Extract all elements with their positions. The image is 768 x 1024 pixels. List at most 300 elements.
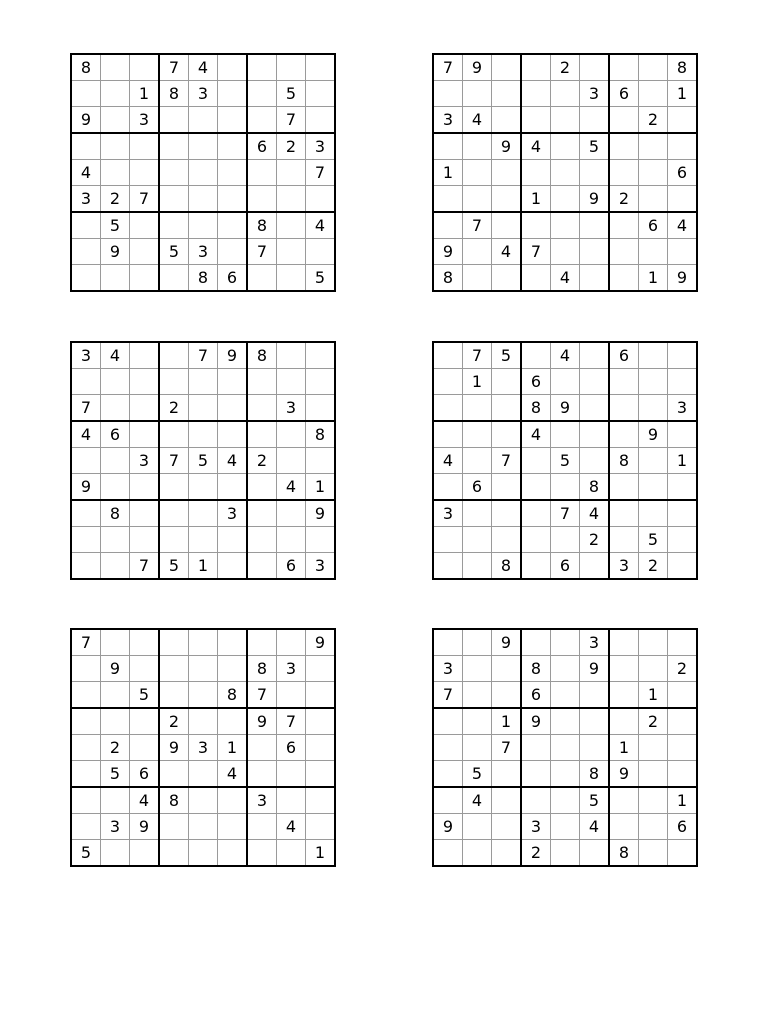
grid-cell: [639, 840, 668, 867]
grid-cell: [218, 395, 248, 422]
grid-cell: [277, 448, 306, 474]
grid-cell: 7: [159, 54, 189, 81]
grid-cell: [609, 212, 639, 239]
grid-cell: [433, 133, 463, 160]
grid-cell: [71, 265, 101, 292]
grid-cell: [247, 186, 277, 213]
grid-cell: [668, 553, 698, 580]
grid-row: [433, 186, 697, 213]
grid-cell: [463, 735, 492, 761]
grid-row: [71, 54, 335, 81]
grid-row: [71, 708, 335, 735]
grid-cell: [639, 342, 668, 369]
grid-cell: 2: [101, 735, 130, 761]
grid-cell: 6: [521, 369, 551, 395]
grid-cell: 3: [189, 239, 218, 265]
grid-cell: 7: [306, 160, 336, 186]
grid-cell: 5: [101, 212, 130, 239]
grid-cell: 7: [492, 735, 522, 761]
grid-cell: [101, 708, 130, 735]
grid-cell: 9: [639, 421, 668, 448]
grid-cell: 3: [277, 656, 306, 682]
grid-cell: [71, 761, 101, 788]
grid-cell: 7: [71, 395, 101, 422]
grid-cell: [189, 787, 218, 814]
grid-cell: [492, 81, 522, 107]
grid-cell: 2: [639, 107, 668, 134]
grid-cell: [551, 735, 580, 761]
grid-cell: 3: [580, 629, 610, 656]
grid-cell: [668, 840, 698, 867]
grid-row: [433, 840, 697, 867]
grid-row: [71, 239, 335, 265]
grid-cell: [277, 682, 306, 709]
grid-cell: [463, 682, 492, 709]
grid-cell: [668, 761, 698, 788]
grid-row: [71, 656, 335, 682]
grid-cell: [551, 160, 580, 186]
grid-cell: [130, 160, 160, 186]
grid-cell: 2: [521, 840, 551, 867]
grid-row: [433, 239, 697, 265]
grid-cell: [247, 107, 277, 134]
grid-cell: [247, 421, 277, 448]
grid-row: [71, 212, 335, 239]
grid-cell: 4: [463, 787, 492, 814]
grid-cell: [247, 474, 277, 501]
grid-cell: [492, 682, 522, 709]
grid-cell: [551, 682, 580, 709]
grid-row: [71, 421, 335, 448]
grid-cell: [159, 840, 189, 867]
grid-cell: 5: [580, 133, 610, 160]
grid-cell: 6: [277, 553, 306, 580]
grid-cell: [247, 527, 277, 553]
grid-cell: [247, 81, 277, 107]
grid-cell: [551, 81, 580, 107]
grid-cell: [639, 735, 668, 761]
grid-cell: [218, 212, 248, 239]
grid-cell: 6: [521, 682, 551, 709]
grid-cell: 9: [101, 239, 130, 265]
grid-cell: [159, 474, 189, 501]
grid-cell: [159, 682, 189, 709]
grid-cell: [521, 527, 551, 553]
grid-cell: [306, 787, 336, 814]
grid-cell: [130, 54, 160, 81]
grid-cell: 4: [101, 342, 130, 369]
grid-cell: [159, 814, 189, 840]
grid-cell: 4: [521, 133, 551, 160]
grid-row: [71, 814, 335, 840]
grid-cell: [101, 629, 130, 656]
grid-cell: [521, 761, 551, 788]
grid-cell: [306, 369, 336, 395]
grid-cell: 1: [668, 81, 698, 107]
grid-cell: 2: [277, 133, 306, 160]
grid-cell: [189, 527, 218, 553]
sudoku-grid: [432, 341, 698, 580]
grid-cell: 8: [101, 500, 130, 527]
grid-cell: [609, 395, 639, 422]
grid-cell: [580, 735, 610, 761]
grid-cell: [433, 527, 463, 553]
grid-cell: 8: [580, 761, 610, 788]
grid-cell: [218, 629, 248, 656]
grid-cell: [551, 107, 580, 134]
grid-cell: [101, 474, 130, 501]
grid-cell: [580, 107, 610, 134]
grid-cell: 3: [101, 814, 130, 840]
grid-cell: 5: [580, 787, 610, 814]
grid-cell: 9: [463, 54, 492, 81]
grid-cell: [218, 840, 248, 867]
grid-cell: [130, 656, 160, 682]
grid-cell: 8: [521, 656, 551, 682]
grid-cell: 7: [71, 629, 101, 656]
grid-cell: [521, 735, 551, 761]
grid-cell: [433, 787, 463, 814]
grid-cell: [71, 814, 101, 840]
grid-cell: [609, 160, 639, 186]
grid-cell: [189, 186, 218, 213]
grid-cell: [521, 81, 551, 107]
grid-cell: [247, 265, 277, 292]
grid-row: [433, 787, 697, 814]
grid-cell: 7: [159, 448, 189, 474]
grid-cell: [218, 421, 248, 448]
grid-cell: [463, 239, 492, 265]
grid-cell: [551, 474, 580, 501]
grid-cell: [492, 787, 522, 814]
grid-cell: 4: [668, 212, 698, 239]
grid-cell: [247, 840, 277, 867]
grid-cell: [101, 107, 130, 134]
grid-cell: 8: [159, 81, 189, 107]
grid-cell: [306, 54, 336, 81]
grid-cell: 7: [463, 212, 492, 239]
grid-cell: 3: [580, 81, 610, 107]
grid-row: [433, 133, 697, 160]
grid-cell: 2: [159, 395, 189, 422]
grid-cell: 3: [609, 553, 639, 580]
grid-cell: [433, 369, 463, 395]
grid-row: [71, 81, 335, 107]
grid-cell: 4: [71, 160, 101, 186]
grid-cell: [247, 395, 277, 422]
grid-cell: 7: [130, 553, 160, 580]
grid-cell: [521, 107, 551, 134]
grid-cell: 8: [668, 54, 698, 81]
grid-cell: [521, 212, 551, 239]
grid-cell: [463, 448, 492, 474]
grid-cell: [639, 814, 668, 840]
grid-cell: [668, 421, 698, 448]
grid-cell: [247, 735, 277, 761]
grid-cell: 1: [306, 840, 336, 867]
grid-cell: [668, 133, 698, 160]
grid-cell: [130, 265, 160, 292]
grid-cell: [580, 448, 610, 474]
grid-cell: 2: [101, 186, 130, 213]
grid-cell: 3: [130, 448, 160, 474]
grid-cell: [189, 656, 218, 682]
grid-cell: [492, 212, 522, 239]
grid-cell: 4: [580, 500, 610, 527]
grid-row: [71, 186, 335, 213]
grid-cell: [130, 474, 160, 501]
grid-cell: 8: [71, 54, 101, 81]
grid-cell: [247, 500, 277, 527]
grid-cell: 4: [218, 761, 248, 788]
grid-row: [433, 761, 697, 788]
grid-cell: [639, 448, 668, 474]
grid-cell: 4: [521, 421, 551, 448]
grid-cell: [668, 682, 698, 709]
grid-row: [433, 708, 697, 735]
grid-cell: [130, 500, 160, 527]
grid-cell: [130, 708, 160, 735]
grid-cell: [551, 133, 580, 160]
grid-cell: 1: [609, 735, 639, 761]
grid-cell: [492, 160, 522, 186]
grid-cell: [101, 787, 130, 814]
grid-row: [433, 682, 697, 709]
grid-row: [71, 448, 335, 474]
grid-cell: 3: [218, 500, 248, 527]
grid-cell: [218, 787, 248, 814]
grid-cell: [306, 107, 336, 134]
grid-cell: [277, 761, 306, 788]
grid-cell: 3: [247, 787, 277, 814]
grid-cell: 6: [463, 474, 492, 501]
grid-cell: 7: [189, 342, 218, 369]
grid-cell: 3: [306, 553, 336, 580]
grid-cell: 7: [433, 54, 463, 81]
grid-cell: 9: [218, 342, 248, 369]
grid-row: [71, 474, 335, 501]
grid-cell: 7: [521, 239, 551, 265]
grid-cell: 8: [521, 395, 551, 422]
grid-row: [71, 761, 335, 788]
grid-cell: 9: [551, 395, 580, 422]
grid-cell: [218, 527, 248, 553]
grid-cell: [463, 500, 492, 527]
grid-cell: [609, 133, 639, 160]
grid-cell: [159, 133, 189, 160]
grid-cell: [433, 629, 463, 656]
grid-cell: [639, 81, 668, 107]
grid-cell: 7: [551, 500, 580, 527]
grid-cell: 1: [492, 708, 522, 735]
sudoku-puzzle-4: [432, 341, 688, 575]
grid-cell: [306, 448, 336, 474]
grid-cell: [609, 708, 639, 735]
grid-cell: 5: [492, 342, 522, 369]
grid-row: [71, 553, 335, 580]
grid-cell: 4: [189, 54, 218, 81]
grid-cell: [609, 787, 639, 814]
grid-cell: 5: [101, 761, 130, 788]
grid-cell: [130, 342, 160, 369]
grid-cell: [306, 656, 336, 682]
grid-cell: [463, 421, 492, 448]
grid-cell: 7: [492, 448, 522, 474]
grid-cell: [580, 421, 610, 448]
grid-cell: [668, 474, 698, 501]
grid-cell: [609, 421, 639, 448]
grid-cell: [463, 840, 492, 867]
grid-cell: [218, 708, 248, 735]
grid-cell: [433, 81, 463, 107]
grid-cell: [639, 369, 668, 395]
grid-cell: 8: [159, 787, 189, 814]
grid-cell: [463, 186, 492, 213]
grid-cell: 4: [551, 265, 580, 292]
grid-cell: [433, 553, 463, 580]
grid-cell: [247, 54, 277, 81]
grid-cell: 7: [433, 682, 463, 709]
grid-cell: [306, 81, 336, 107]
grid-cell: [463, 160, 492, 186]
grid-cell: [101, 448, 130, 474]
grid-cell: [71, 553, 101, 580]
grid-cell: [580, 369, 610, 395]
grid-cell: [551, 186, 580, 213]
grid-cell: 8: [580, 474, 610, 501]
grid-cell: [130, 239, 160, 265]
grid-cell: [130, 735, 160, 761]
grid-cell: [580, 840, 610, 867]
grid-cell: [433, 342, 463, 369]
grid-cell: [639, 186, 668, 213]
grid-cell: [130, 369, 160, 395]
grid-cell: [433, 761, 463, 788]
grid-cell: 3: [433, 656, 463, 682]
grid-row: [433, 160, 697, 186]
grid-cell: [218, 814, 248, 840]
grid-cell: 6: [101, 421, 130, 448]
grid-cell: 8: [189, 265, 218, 292]
grid-row: [433, 474, 697, 501]
grid-cell: [159, 369, 189, 395]
grid-cell: [580, 553, 610, 580]
grid-cell: [609, 474, 639, 501]
grid-cell: [492, 54, 522, 81]
grid-cell: [492, 395, 522, 422]
grid-cell: 5: [639, 527, 668, 553]
grid-cell: [639, 500, 668, 527]
grid-cell: [551, 708, 580, 735]
grid-cell: [463, 656, 492, 682]
grid-cell: [71, 369, 101, 395]
grid-cell: [101, 160, 130, 186]
grid-row: [433, 81, 697, 107]
grid-cell: [218, 239, 248, 265]
grid-cell: [580, 395, 610, 422]
grid-cell: [551, 369, 580, 395]
grid-cell: 9: [433, 814, 463, 840]
grid-cell: [189, 500, 218, 527]
grid-cell: 2: [551, 54, 580, 81]
grid-cell: [277, 421, 306, 448]
grid-row: [433, 395, 697, 422]
grid-cell: [277, 186, 306, 213]
grid-cell: [189, 708, 218, 735]
grid-cell: [433, 840, 463, 867]
grid-cell: 3: [433, 107, 463, 134]
grid-cell: 6: [218, 265, 248, 292]
grid-row: [433, 265, 697, 292]
grid-cell: 4: [551, 342, 580, 369]
grid-cell: 9: [130, 814, 160, 840]
grid-cell: 5: [277, 81, 306, 107]
grid-cell: [159, 656, 189, 682]
grid-cell: [609, 107, 639, 134]
grid-cell: [277, 629, 306, 656]
grid-cell: [101, 527, 130, 553]
grid-cell: [306, 682, 336, 709]
sudoku-grid: [70, 53, 336, 292]
grid-cell: 7: [277, 708, 306, 735]
grid-cell: 6: [551, 553, 580, 580]
grid-row: [433, 553, 697, 580]
grid-cell: [71, 81, 101, 107]
grid-cell: [668, 107, 698, 134]
grid-row: [71, 629, 335, 656]
grid-cell: [668, 500, 698, 527]
grid-cell: [159, 107, 189, 134]
grid-cell: [433, 735, 463, 761]
grid-cell: 2: [580, 527, 610, 553]
grid-cell: [71, 787, 101, 814]
grid-cell: [189, 840, 218, 867]
grid-cell: [668, 186, 698, 213]
grid-cell: [159, 500, 189, 527]
grid-cell: [101, 682, 130, 709]
grid-cell: 9: [609, 761, 639, 788]
grid-cell: [277, 342, 306, 369]
grid-cell: [521, 629, 551, 656]
grid-cell: 8: [609, 840, 639, 867]
grid-cell: [609, 629, 639, 656]
grid-cell: [521, 342, 551, 369]
sudoku-puzzle-1: [70, 53, 326, 287]
grid-cell: [521, 787, 551, 814]
grid-cell: [159, 421, 189, 448]
grid-cell: [189, 395, 218, 422]
grid-row: [433, 527, 697, 553]
grid-cell: 8: [306, 421, 336, 448]
grid-cell: [218, 474, 248, 501]
grid-cell: [130, 133, 160, 160]
grid-cell: [159, 527, 189, 553]
grid-cell: [189, 107, 218, 134]
grid-row: [71, 133, 335, 160]
grid-cell: [463, 81, 492, 107]
grid-cell: [492, 840, 522, 867]
grid-row: [433, 212, 697, 239]
grid-cell: [639, 133, 668, 160]
grid-row: [71, 369, 335, 395]
grid-cell: 2: [159, 708, 189, 735]
grid-cell: [247, 553, 277, 580]
grid-cell: [71, 239, 101, 265]
grid-cell: 9: [306, 629, 336, 656]
grid-row: [433, 629, 697, 656]
grid-cell: 1: [218, 735, 248, 761]
grid-cell: 3: [668, 395, 698, 422]
